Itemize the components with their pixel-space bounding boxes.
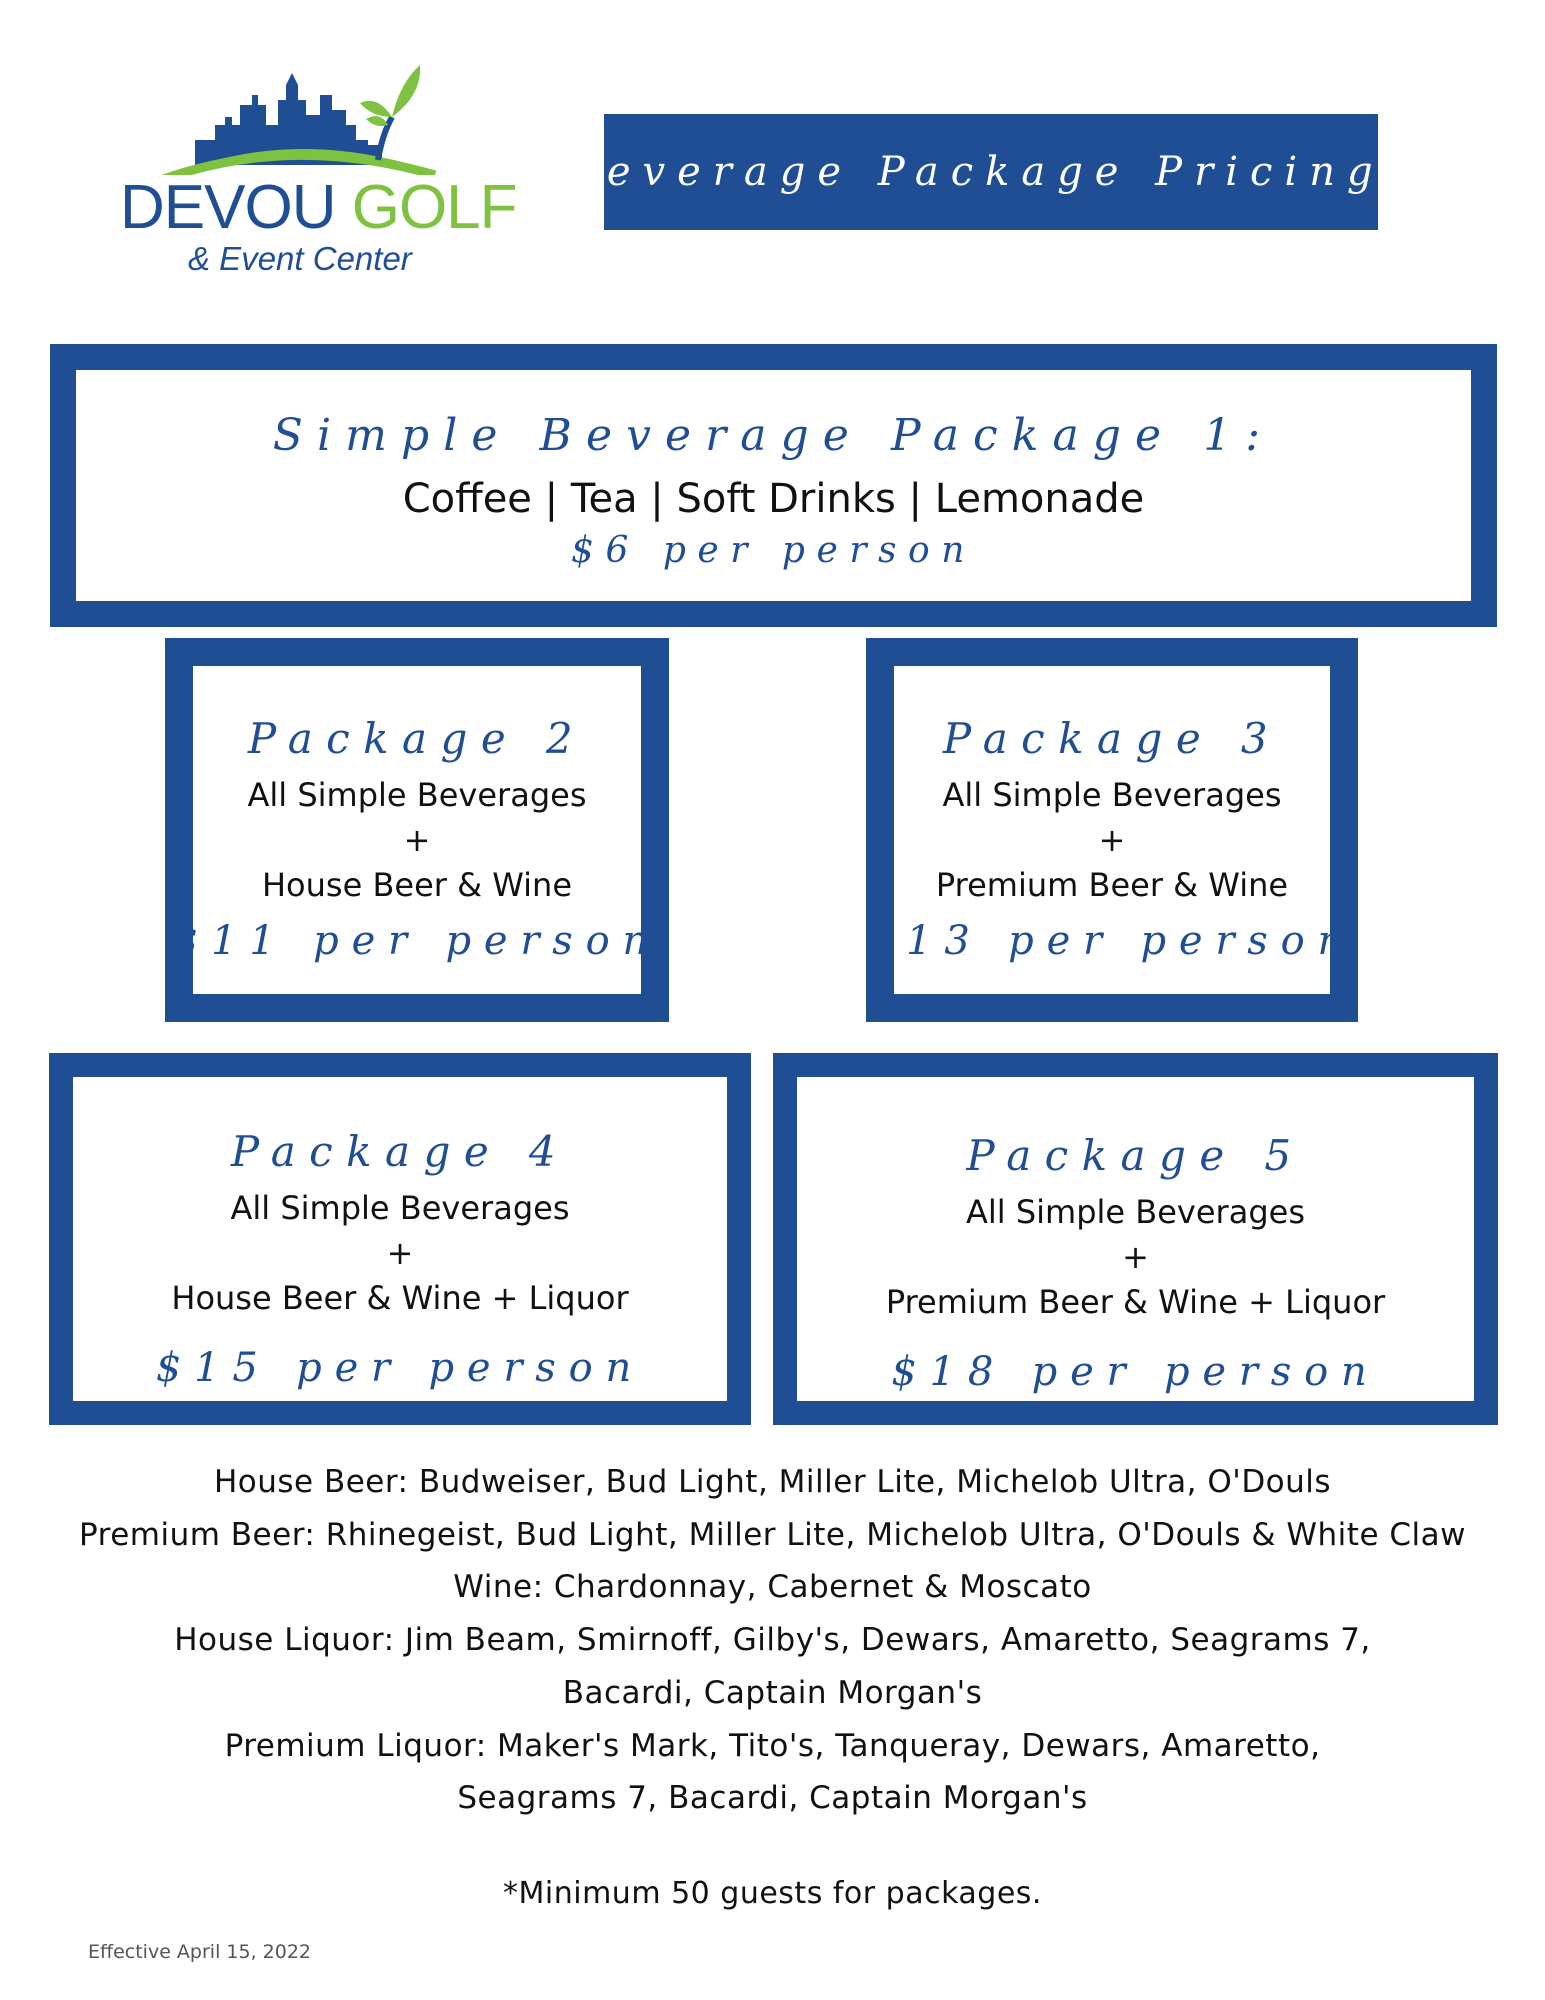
detail-line: House Beer: Budweiser, Bud Light, Miller Lite, Michelob Ultra, O'Douls <box>213 1464 1332 1500</box>
package-plus: + <box>386 1234 414 1272</box>
package-title: Package 3 <box>942 714 1282 763</box>
package-line: House Beer & Wine <box>261 866 573 904</box>
beverage-details <box>0 1456 1545 1825</box>
package-title: Simple Beverage Package 1: <box>272 410 1275 461</box>
package-price: $15 per person <box>155 1345 645 1391</box>
detail-line: Wine: Chardonnay, Cabernet & Moscato <box>453 1569 1092 1606</box>
detail-line: Premium Liquor: Maker's Mark, Tito's, Tanqueray, Dewars, Amaretto, <box>224 1727 1321 1764</box>
logo-subtitle: & Event Center <box>188 240 412 277</box>
package-price: $13 per person <box>867 918 1357 964</box>
package-plus: + <box>403 821 431 859</box>
package-price: $11 per person <box>172 918 662 964</box>
package-line: Premium Beer & Wine + Liquor <box>885 1283 1386 1321</box>
package-line: All Simple Beverages <box>942 776 1282 814</box>
package-3-card <box>866 638 1358 1022</box>
package-line: All Simple Beverages <box>966 1193 1305 1231</box>
package-1-card <box>50 344 1497 627</box>
package-4-card <box>49 1053 751 1425</box>
package-plus: + <box>1122 1238 1149 1276</box>
detail-line: House Liquor: Jim Beam, Smirnoff, Gilby's, Dewars, Amaretto, Seagrams 7, <box>174 1622 1371 1659</box>
package-line: All Simple Beverages <box>247 776 587 814</box>
logo-golf-text: GOLF <box>351 173 517 242</box>
package-plus: + <box>1098 821 1126 859</box>
package-5-card <box>773 1053 1498 1425</box>
detail-line: Premium Beer: Rhinegeist, Bud Light, Miller Lite, Michelob Ultra, O'Douls & White Claw <box>79 1516 1466 1553</box>
package-title: Package 2 <box>247 714 587 763</box>
page-title-banner <box>565 114 1417 230</box>
package-price: $18 per person <box>891 1349 1380 1395</box>
package-price: $6 per person <box>571 530 976 571</box>
package-line: Premium Beer & Wine <box>935 866 1289 904</box>
effective-date: Effective April 15, 2022 <box>88 1941 312 1963</box>
minimum-guests-note: *Minimum 50 guests for packages. <box>503 1876 1042 1911</box>
detail-line: Seagrams 7, Bacardi, Captain Morgan's <box>457 1780 1088 1817</box>
logo-devou-text: DEVOU <box>120 173 336 242</box>
package-line: All Simple Beverages <box>230 1189 570 1227</box>
skyline-icon <box>120 55 520 175</box>
package-line: Coffee | Tea | Soft Drinks | Lemonade <box>402 476 1145 522</box>
package-title: Package 4 <box>230 1127 570 1176</box>
logo-wordmark <box>120 172 517 243</box>
package-2-card <box>165 638 669 1022</box>
package-title: Package 5 <box>966 1131 1305 1180</box>
package-line: House Beer & Wine + Liquor <box>171 1279 629 1317</box>
devou-golf-logo <box>120 55 520 285</box>
detail-line: Bacardi, Captain Morgan's <box>562 1674 983 1711</box>
page-title: Beverage Package Pricing* <box>565 149 1417 195</box>
